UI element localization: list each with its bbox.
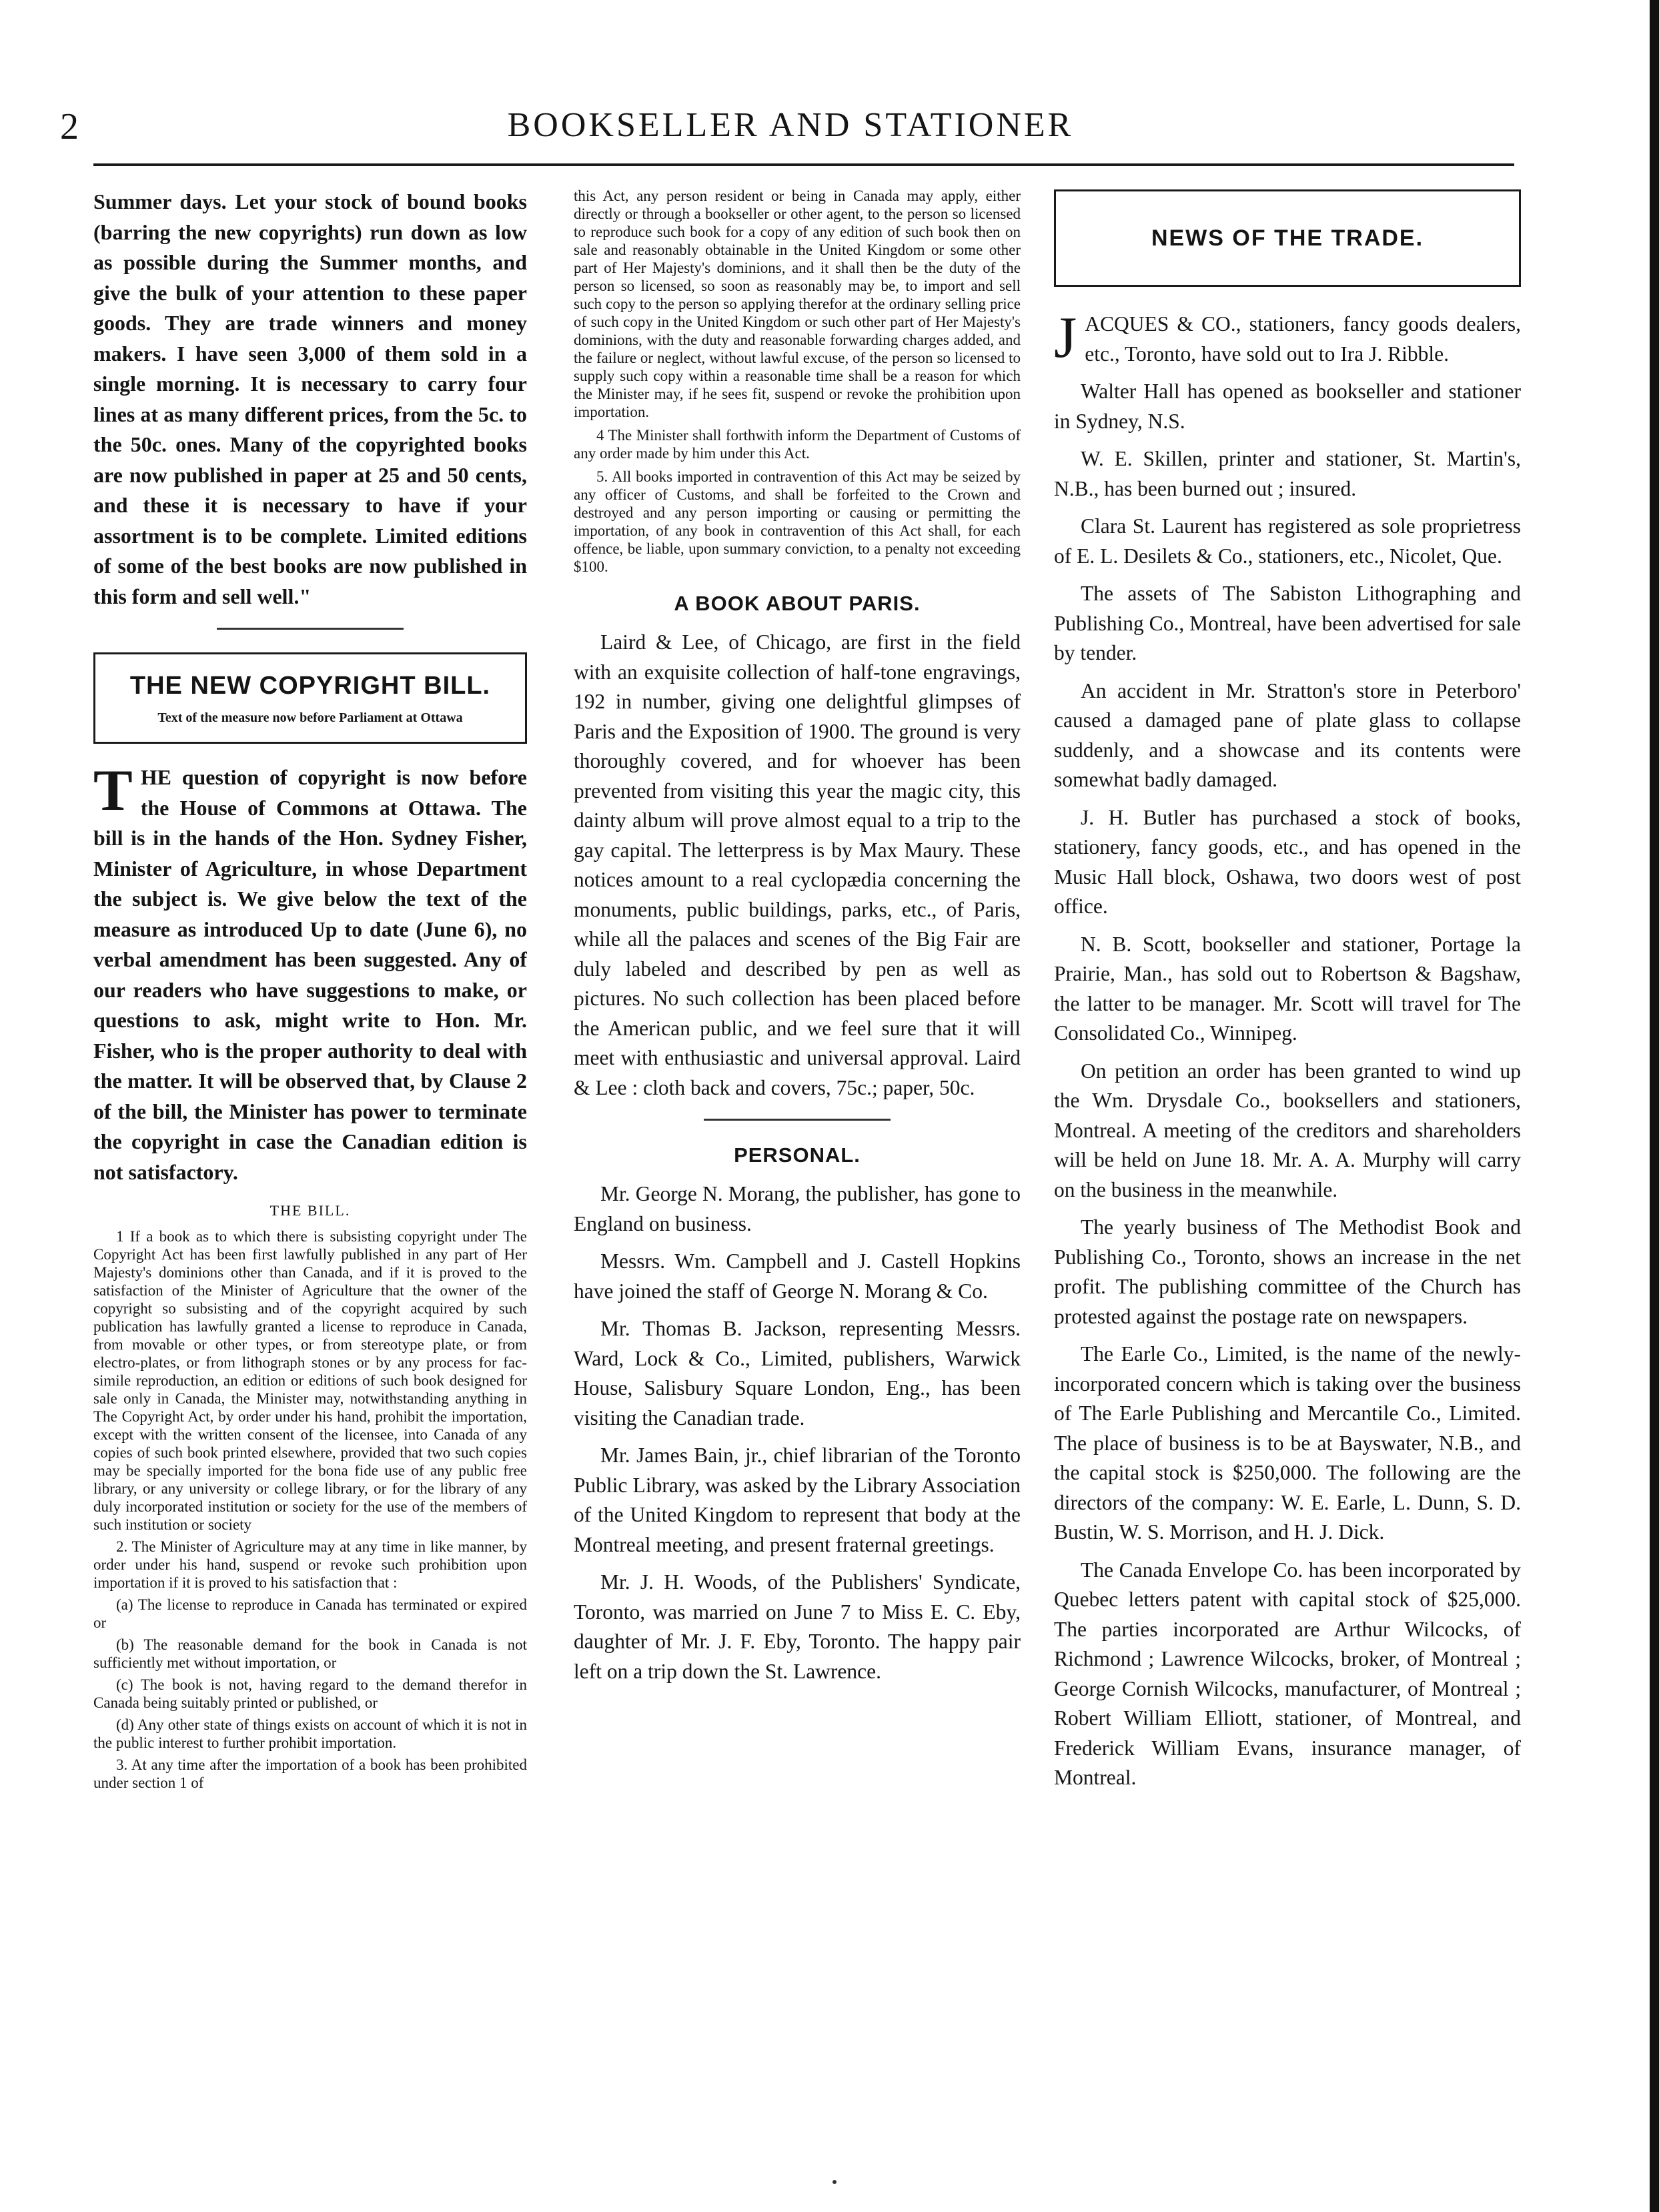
personal-item-2: Messrs. Wm. Campbell and J. Castell Hopkins have joined the staff of George N. Morang & Co. xyxy=(574,1249,1021,1303)
personal-item-5: Mr. J. H. Woods, of the Publishers' Syndicate, Toronto, was married on June 7 to Miss E. C. Eby, daughter of Mr. J. F. Eby, Toronto. The happy pair left on a trip down the St. Lawrence. xyxy=(574,1570,1021,1683)
running-head: BOOKSELLER AND STATIONER xyxy=(507,106,1074,144)
bill-clause-3: 3. At any time after the importation of a book has been prohibited under section 1 of xyxy=(93,1756,527,1791)
column-left xyxy=(93,187,527,2161)
news-item-5: The assets of The Sabiston Lithographing and Publishing Co., Montreal, have been advertised for sale by tender. xyxy=(1054,582,1521,664)
personal-heading: PERSONAL. xyxy=(734,1143,861,1167)
column-right xyxy=(1054,187,1521,2161)
news-item-9: On petition an order has been granted to wind up the Wm. Drysdale Co., booksellers and stationers, Montreal. A meeting of the creditors and shareholders will be held on June 18. Mr. A. A. Murphy will carry on the business in the meanwhile. xyxy=(1054,1059,1521,1201)
drop-cap-t: T xyxy=(93,758,133,823)
news-item-12: The Canada Envelope Co. has been incorporated by Quebec letters patent with capital stock of $25,000. The parties incorporated are Arthur Wilcocks, of Richmond ; Lawrence Wilcocks, broker, of Montreal ; George Cornish Wilcocks, manufacturer, of Montreal ; Robert William Elliott, stationer, of Montreal, and Frederick William Evans, insurance manager, of Montreal. xyxy=(1054,1558,1521,1789)
bill-clause-4: 4 The Minister shall forthwith inform the Department of Customs of any order made by him under this Act. xyxy=(574,427,1021,462)
bill-clause-2d: (d) Any other state of things exists on account of which it is not in the public interest to further prohibit importation. xyxy=(93,1716,527,1751)
bill-clause-3-cont: this Act, any person resident or being in Canada may apply, either directly or through a bookseller or other agent, to the person so licensed to reproduce such book for a copy of any edition of such book then on sale and reasonably obtainable in the United Kingdom or some other part of Her Majesty's dominions, and it shall then be the duty of the person so licensed, so soon as reasonably may be, to import and sell such copy to the person so applying therefor at the ordinary selling price of such copy in the United Kingdom or such other part of Her Majesty's dominions, with the duty and reasonable forwarding charges added, and the failure or neglect, without lawful excuse, of the person so licensed to supply such copy within a reasonable time shall be a reason for which the Minister may, if he sees fit, suspend or revoke the prohibition upon importation. xyxy=(574,187,1021,420)
news-item-10: The yearly business of The Methodist Book and Publishing Co., Toronto, shows an increase in the net profit. The publishing committee of the Church has protested against the postage rate on newspapers. xyxy=(1054,1215,1521,1328)
news-item-11: The Earle Co., Limited, is the name of the newly-incorporated concern which is taking over the business of The Earle Publishing and Mercantile Co., Limited. The place of business is to be at Bayswater, N.B., and the capital stock is $250,000. The following are the directors of the company: W. E. Earle, L. Dunn, S. D. Bustin, W. S. Morrison, and H. J. Dick. xyxy=(1054,1342,1521,1544)
section-divider xyxy=(704,1119,891,1121)
personal-item-3: Mr. Thomas B. Jackson, representing Messrs. Ward, Lock & Co., Limited, publishers, Warwick House, Salisbury Square London, Eng., has been visiting the Canadian trade. xyxy=(574,1317,1021,1430)
header-rule xyxy=(93,163,1514,166)
bill-clause-1: 1 If a book as to which there is subsisting copyright under The Copyright Act has been first lawfully published in any part of Her Majesty's dominions other than Canada, and if it is proved to the satisfaction of the Minister of Agriculture that the owner of the copyright so subsisting and of the copyright acquired by such publication has lawfully granted a license to reproduce in Canada, from movable or other types, or from stereotype plate, or from electro-plates, or from lithograph stones or by any process for fac-simile reproduction, an edition or editions of such book designed for sale only in Canada, the Minister may, notwithstanding anything in The Copyright Act, by order under his hand, prohibit the importation, except with the written consent of the licensee, into Canada of any copies of such book printed elsewhere, provided that two such copies may be specially imported for the bona fide use of any public free library, or any university or college library, or for the library of any duly incorporated institution or society for the use of the members of such institution or society xyxy=(93,1228,527,1533)
copyright-bill-title: THE NEW COPYRIGHT BILL. xyxy=(129,672,491,700)
column-middle xyxy=(574,187,1021,2161)
section-divider xyxy=(217,628,404,630)
copyright-article xyxy=(93,758,527,1187)
bill-clause-2b: (b) The reasonable demand for the book in Canada is not sufficiently met without importation, or xyxy=(93,1636,527,1671)
intro-paragraph: Summer days. Let your stock of bound books (barring the new copyrights) run down as low as possible during the Summer months, and give the bulk of your attention to these paper goods. They are trade winners and money makers. I have seen 3,000 of them sold in a single morning. It is necessary to carry four lines at as many different prices, from the 5c. to the 50c. ones. Many of the copyrighted books are now published in paper at 25 and 50 cents, and these it is necessary to have if your assortment is to be complete. Limited editions of some of the best books are now published in this form and sell well." xyxy=(93,189,527,608)
news-item-7: J. H. Butler has purchased a stock of books, stationery, fancy goods, etc., and has opened in the Music Hall block, Oshawa, two doors west of post office. xyxy=(1054,805,1521,918)
news-item-6: An accident in Mr. Stratton's store in Peterboro' caused a damaged pane of plate glass to collapse suddenly, and a showcase and its contents were somewhat badly damaged. xyxy=(1054,678,1521,791)
bill-clause-2: 2. The Minister of Agriculture may at any time in like manner, by order under his hand, suspend or revoke such prohibition upon importation if it is proved to his satisfaction that : xyxy=(93,1538,527,1591)
bill-clause-2c: (c) The book is not, having regard to the demand therefor in Canada being suitably printed or published, or xyxy=(93,1676,527,1711)
page-bottom-mark xyxy=(833,2180,837,2184)
page-binding-edge xyxy=(1650,0,1659,2212)
news-item-1 xyxy=(1054,306,1521,370)
news-of-trade-box xyxy=(1054,189,1521,287)
paris-heading: A BOOK ABOUT PARIS. xyxy=(674,592,921,615)
news-item-4: Clara St. Laurent has registered as sole proprietress of E. L. Desilets & Co., stationers, etc., Nicolet, Que. xyxy=(1054,514,1521,568)
page-header xyxy=(60,100,1521,153)
news-of-trade-title: NEWS OF THE TRADE. xyxy=(1151,225,1424,251)
personal-item-1: Mr. George N. Morang, the publisher, has gone to England on business. xyxy=(574,1182,1021,1235)
copyright-article-text: HE question of copyright is now before the House of Commons at Ottawa. The bill is in the hands of the Hon. Sydney Fisher, Minister of Agriculture, in whose Department the subject is. We give below the text of the measure as introduced Up to date (June 6), no verbal amendment has been suggested. Any of our readers who have suggestions to make, or questions to ask, might write to Hon. Mr. Fisher, who is the proper authority to deal with the matter. It will be observed that, by Clause 2 of the bill, the Minister has power to terminate the copyright in case the Canadian edition is not satisfactory. xyxy=(93,765,527,1184)
news-item-1-text: ACQUES & CO., stationers, fancy goods dealers, etc., Toronto, have sold out to Ira J. Ribble. xyxy=(1085,312,1521,366)
copyright-bill-box xyxy=(93,652,527,744)
personal-item-4: Mr. James Bain, jr., chief librarian of the Toronto Public Library, was asked by the Library Association of the United Kingdom to represent that body at the Montreal meeting, and present fraternal greetings. xyxy=(574,1444,1021,1556)
copyright-bill-subtitle: Text of the measure now before Parliament at Ottawa xyxy=(157,710,463,725)
news-item-3: W. E. Skillen, printer and stationer, St. Martin's, N.B., has been burned out ; insured. xyxy=(1054,447,1521,500)
page-number: 2 xyxy=(60,106,79,147)
bill-heading: THE BILL. xyxy=(269,1202,351,1219)
bill-clause-2a: (a) The license to reproduce in Canada has terminated or expired or xyxy=(93,1596,527,1631)
bill-clause-5: 5. All books imported in contravention of this Act may be seized by any officer of Customs, and shall be forfeited to the Crown and destroyed and any person importing or causing or permitting the importation, of any book in contravention of this Act shall, for each offence, be liable, upon summary conviction, to a penalty not exceeding $100. xyxy=(574,468,1021,575)
paris-article: Laird & Lee, of Chicago, are first in the field with an exquisite collection of half-tone engravings, 192 in number, giving one delightful glimpses of Paris and the Exposition of 1900. The ground is very thoroughly covered, and for whoever has been prevented from visiting this year the magic city, this dainty album will prove almost equal to a trip to the gay capital. The letterpress is by Max Maury. These notices amount to a real cyclopædia concerning the monuments, public buildings, parks, etc., of Paris, while all the palaces and scenes of the Big Fair are duly labeled and described by pen as well as pictures. No such collection has been placed before the American public, and we feel sure that it will meet with enthusiastic and universal approval. Laird & Lee : cloth back and covers, 75c.; paper, 50c. xyxy=(574,630,1021,1099)
news-item-2: Walter Hall has opened as bookseller and stationer in Sydney, N.S. xyxy=(1054,380,1521,433)
news-item-8: N. B. Scott, bookseller and stationer, Portage la Prairie, Man., has sold out to Robertson & Bagshaw, the latter to be manager. Mr. Scott will travel for The Consolidated Co., Winnipeg. xyxy=(1054,932,1521,1045)
drop-cap-j: J xyxy=(1054,306,1077,370)
